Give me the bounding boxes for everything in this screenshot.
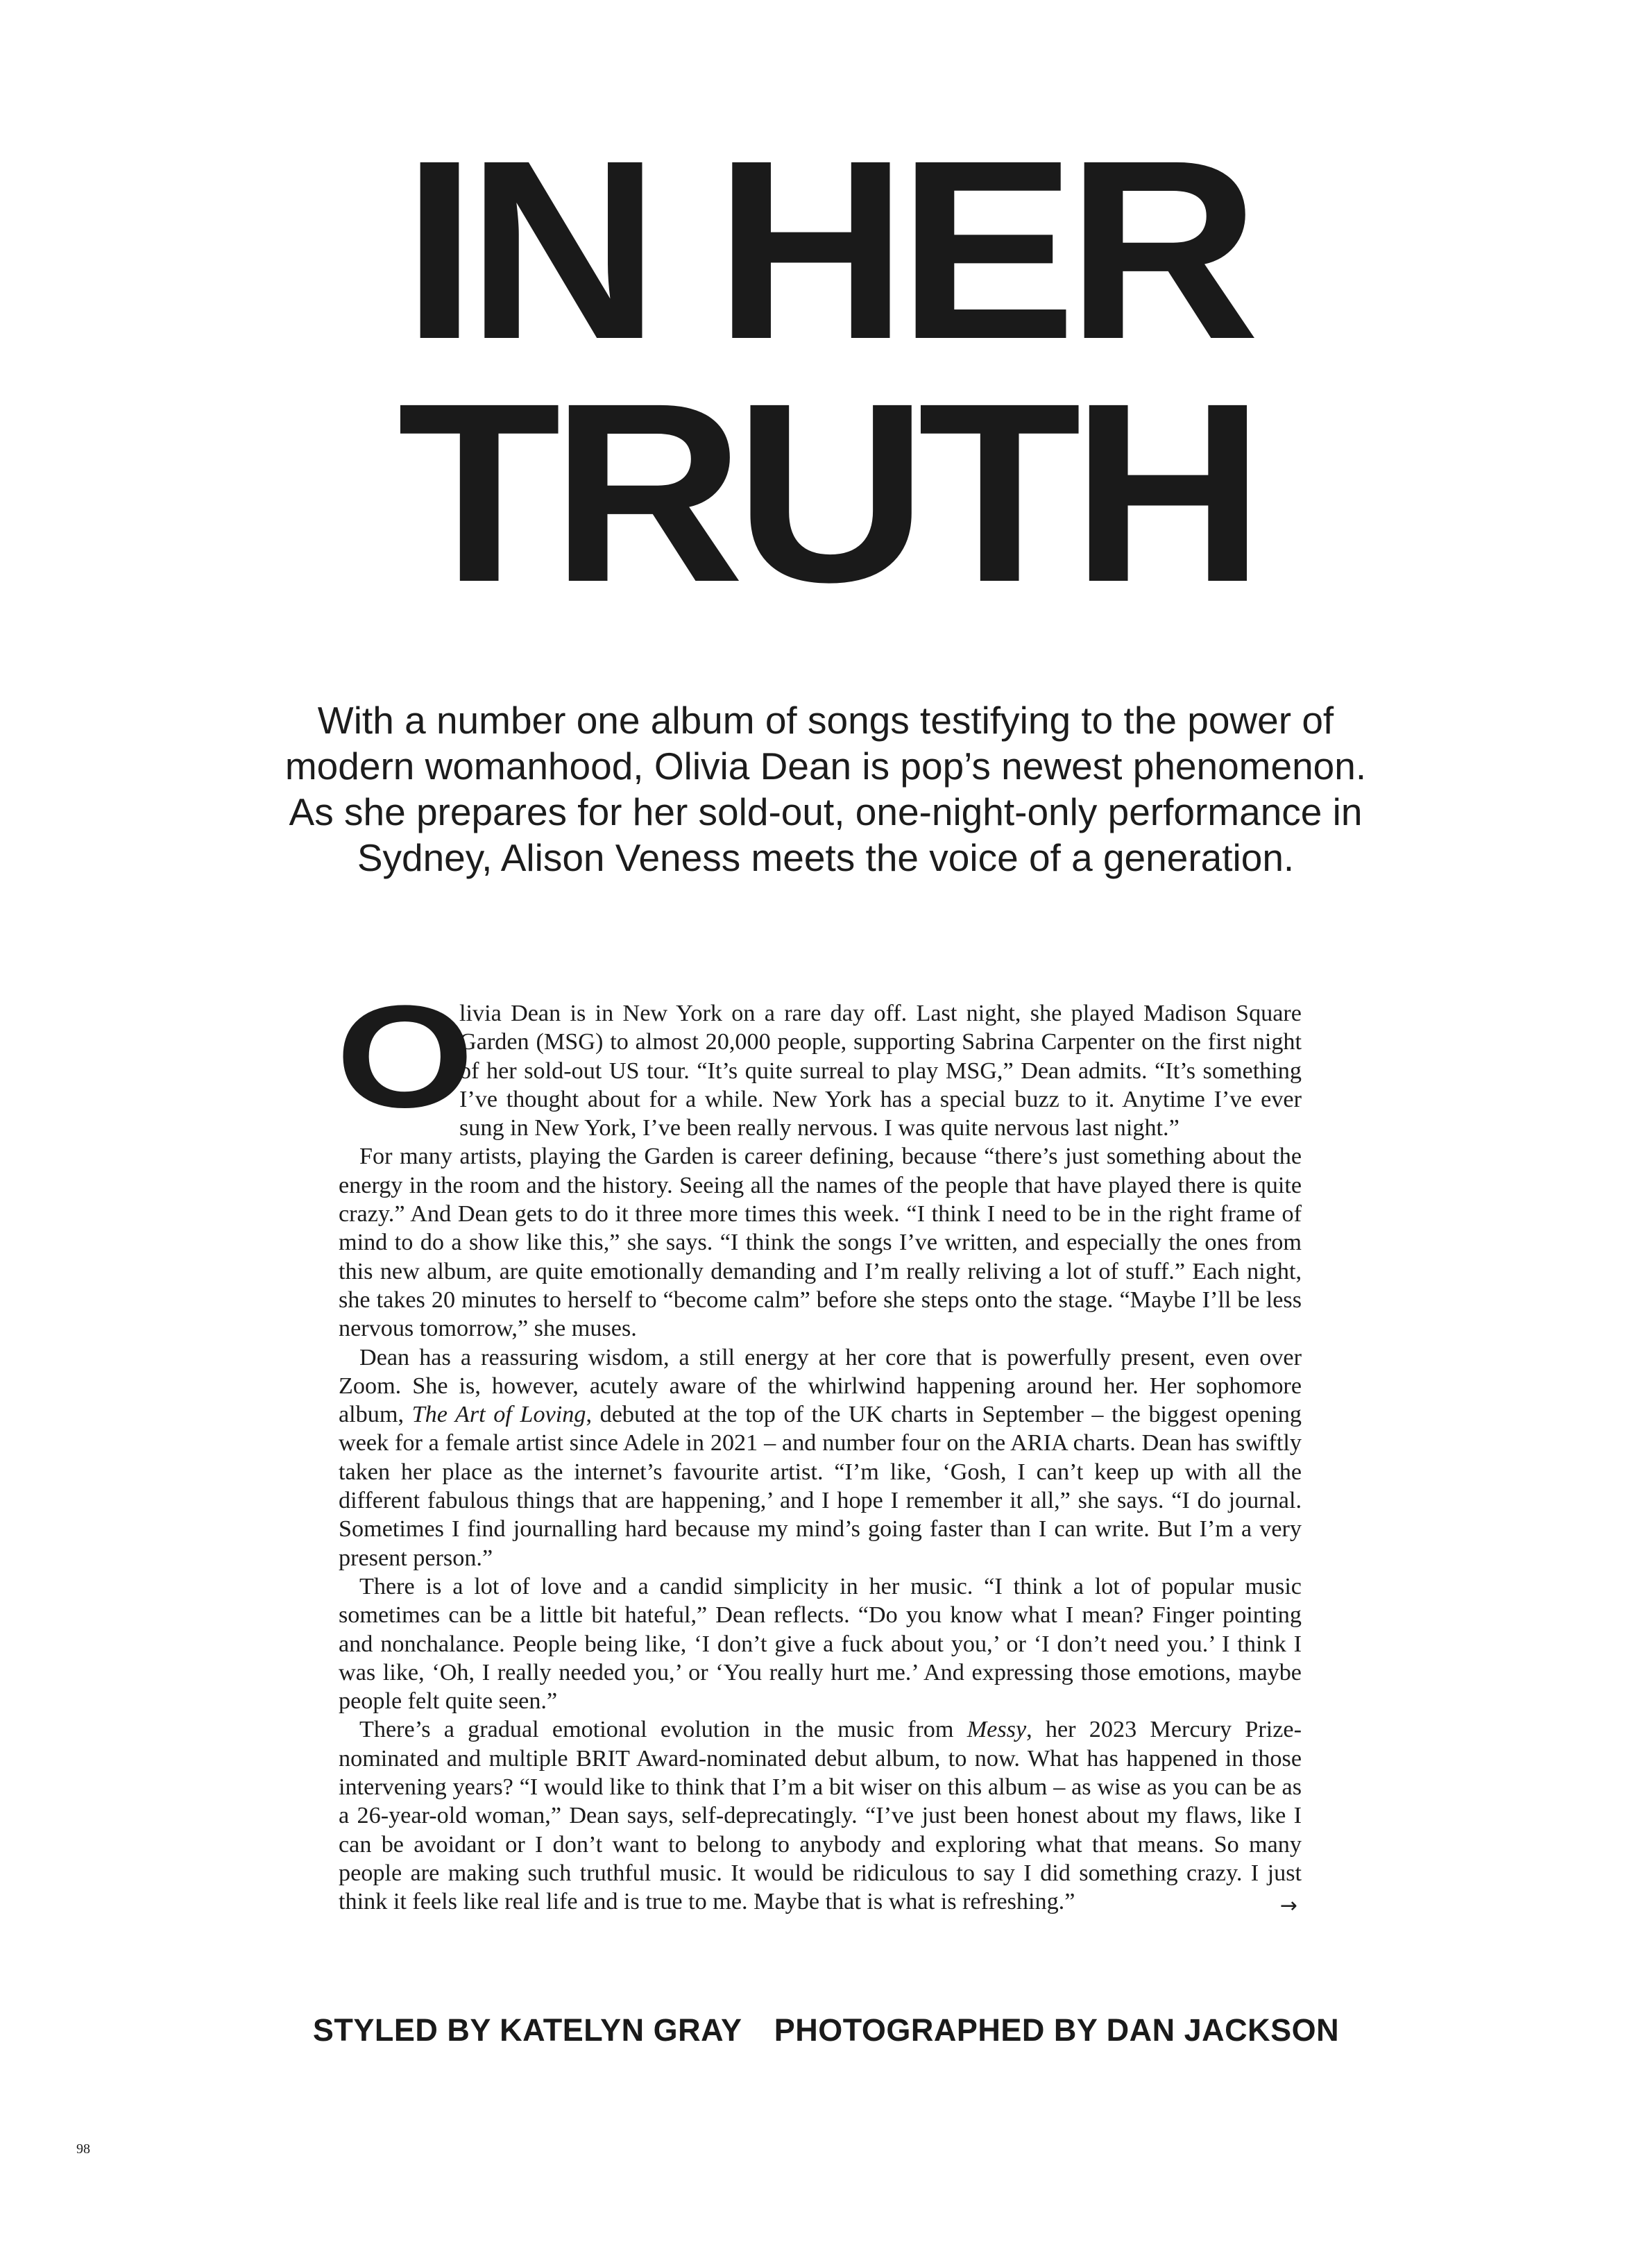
paragraph-5-text-a: There’s a gradual emotional evolution in the music from: [359, 1717, 967, 1743]
photo-credits: [0, 2012, 1652, 2048]
paragraph-1: [336, 975, 1302, 1142]
album-title-art-of-loving: The Art of Loving: [411, 1402, 586, 1428]
standfirst-line-2: modern womanhood, Olivia Dean is pop’s newest phenomenon.: [284, 745, 1367, 788]
paragraph-5: [339, 1715, 1302, 1919]
page-number: 98: [76, 2141, 90, 2157]
headline: [0, 107, 1652, 635]
paragraph-4: There is a lot of love and a candid simplicity in her music. “I think a lot of popular music sometimes can be a little bit hateful,” Dean reflects. “Do you know what I mean? Finger pointing and nonchalance. People being like, ‘I don’t give a fuck about you,’ or ‘I don’t need you.’ I think I was like, ‘Oh, I really needed you,’ or ‘You really hurt me.’ And expressing those emotions, maybe people felt quite seen.”: [339, 1573, 1302, 1715]
standfirst-line-4: Sydney, Alison Veness meets the voice of a generation.: [357, 836, 1295, 879]
drop-cap: O: [336, 975, 475, 1138]
standfirst: [173, 697, 1478, 881]
photographed-by-credit: PHOTOGRAPHED BY DAN JACKSON: [774, 2012, 1340, 2048]
styled-by-credit: STYLED BY KATELYN GRAY: [312, 2012, 742, 2048]
paragraph-1-text: livia Dean is in New York on a rare day off. Last night, she played Madison Square Garden (MSG) to almost 20,000 people, supporting Sabrina Carpenter on the first night of her sold-out US tour. “It’s quite surreal to play MSG,” Dean admits. “It’s something I’ve thought about for a while. New York has a special buzz to it. Anytime I’ve ever sung in New York, I’ve been really nervous. I was quite nervous last night.”: [459, 1001, 1302, 1141]
article-body: [336, 975, 1302, 1921]
album-title-messy: Messy: [966, 1717, 1027, 1743]
standfirst-line-1: With a number one album of songs testifying to the power of: [317, 699, 1334, 742]
paragraph-3-text-b: , debuted at the top of the UK charts in September – the biggest opening week for a female artist since Adele in 2021 – and number four on the ARIA charts. Dean has swiftly taken her place as the internet’s favourite artist. “I’m like, ‘Gosh, I can’t keep up with all the different fabulous things that are happening,’ and I hope I remember it all,” she says. “I do journal. Sometimes I find journalling hard because my mind’s going faster than I can write. But I’m a very present person.”: [339, 1402, 1302, 1571]
continue-arrow-icon: →: [1279, 1894, 1297, 1919]
headline-line-1: IN HER: [402, 107, 1250, 392]
standfirst-line-3: As she prepares for her sold-out, one-night-only performance in: [289, 790, 1363, 833]
paragraph-5-text-b: , her 2023 Mercury Prize-nominated and multiple BRIT Award-nominated debut album, to now. What has happened in those intervening years? “I would like to think that I’m a bit wiser on this album – as wise as you can be as a 26-year-old woman,” Dean says, self-deprecatingly. “I’ve just been honest about my flaws, like I can be avoidant or I don’t want to belong to anybody and exploring what that means. So many people are making such truthful music. It would be ridiculous to say I did something crazy. I just think it feels like real life and is true to me. Maybe that is what is refreshing.”: [339, 1717, 1302, 1915]
paragraph-3-text-a: Dean has a reassuring wisdom, a still energy at her core that is powerfully present, even over Zoom. She is, however, acutely aware of the whirlwind happening around her. Her sophomore album,: [339, 1344, 1302, 1428]
paragraph-3: [339, 1343, 1302, 1572]
headline-line-2: TRUTH: [397, 350, 1255, 635]
paragraph-2: For many artists, playing the Garden is career defining, because “there’s just something about the energy in the room and the history. Seeing all the names of the people that have played there is quite crazy.” And Dean gets to do it three more times this week. “I think I need to be in the right frame of mind to do a show like this,” she says. “I think the songs I’ve written, and especially the ones from this new album, are quite emotionally demanding and I’m really reliving a lot of stuff.” Each night, she takes 20 minutes to herself to “become calm” before she steps onto the stage. “Maybe I’ll be less nervous tomorrow,” she muses.: [339, 1144, 1302, 1342]
